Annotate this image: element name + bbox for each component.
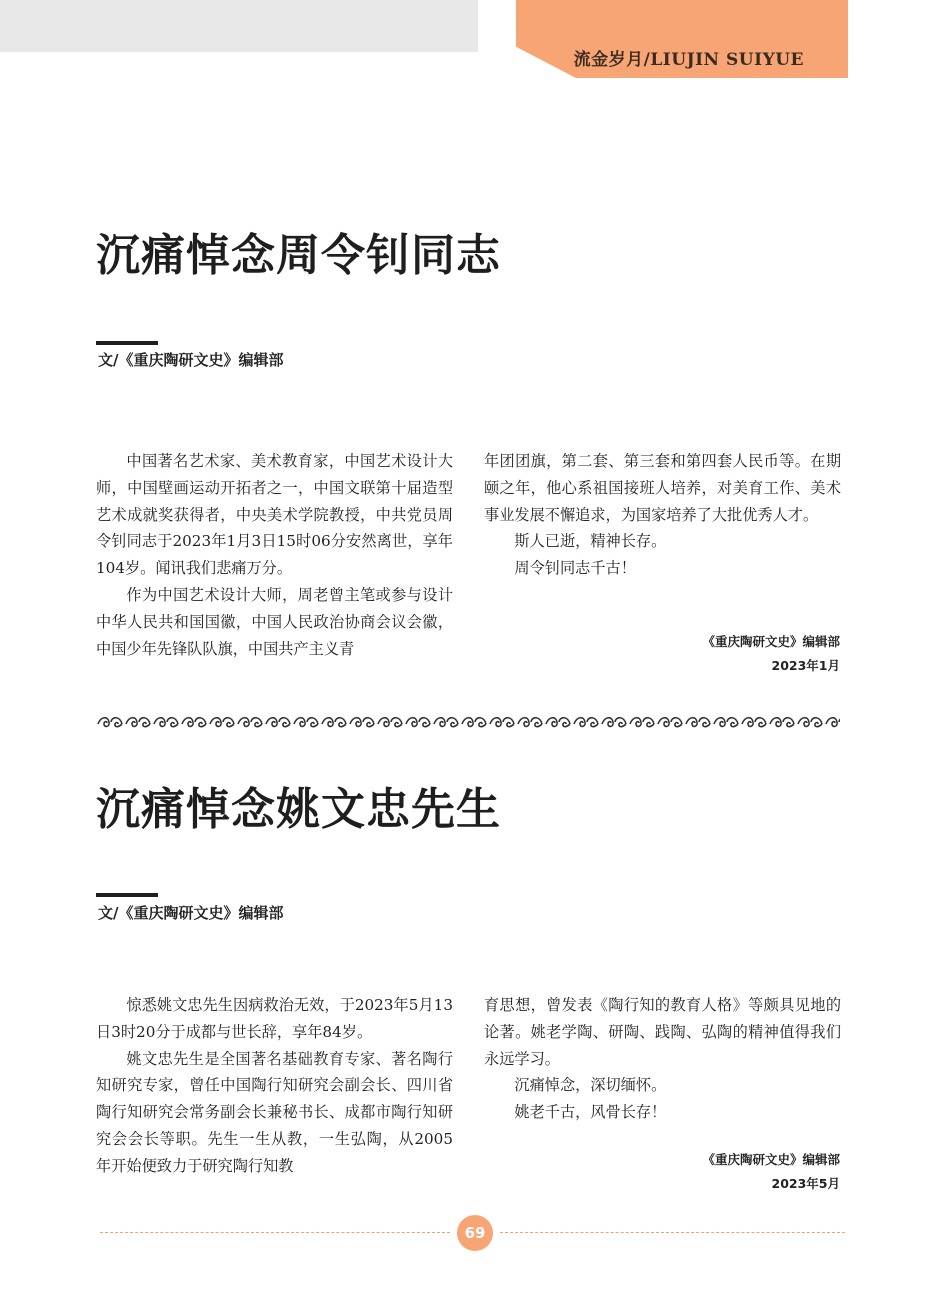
article2-signature-date: 2023年5月: [771, 1176, 840, 1191]
article1-signature-date: 2023年1月: [771, 658, 840, 673]
article2-signature: [702, 1148, 840, 1196]
article2-author: 文/《重庆陶研文史》编辑部: [98, 904, 284, 922]
article2-title: 沉痛悼念姚文忠先生: [96, 784, 501, 835]
article1-left-column: [96, 448, 453, 662]
article1-right-column: [484, 448, 841, 582]
article1-author: 文/《重庆陶研文史》编辑部: [98, 351, 284, 369]
article1-paragraph-2: 作为中国艺术设计大师，周老曾主笔或参与设计中华人民共和国国徽，中国人民政治协商会议会徽，中国少年先锋队队旗，中国共产主义青: [96, 585, 453, 658]
article1-paragraph-4: 周令钊同志千古！: [514, 559, 636, 578]
article1-paragraph-3: 斯人已逝，精神长存。: [514, 532, 667, 551]
header-gray-band: [0, 0, 478, 52]
article2-paragraph-2-continued: 育思想，曾发表《陶行知的教育人格》等颇具见地的论著。姚老学陶、研陶、践陶、弘陶的精神值得我们永远学习。: [484, 996, 841, 1068]
page-number-badge: 69: [457, 1215, 493, 1251]
article2-left-column: [96, 992, 453, 1180]
article2-paragraph-1: 惊悉姚文忠先生因病救治无效，于2023年5月13日3时20分于成都与世长辞，享年84岁。: [96, 996, 453, 1041]
article1-signature-org: 《重庆陶研文史》编辑部: [702, 634, 840, 649]
article1-paragraph-2-continued: 年团团旗，第二套、第三套和第四套人民币等。在期颐之年，他心系祖国接班人培养，对美育工作、美术事业发展不懈追求，为国家培养了大批优秀人才。: [484, 452, 841, 524]
section-label: 流金岁月/LIUJIN SUIYUE: [573, 50, 804, 70]
article1-paragraph-1: 中国著名艺术家、美术教育家，中国艺术设计大师，中国壁画运动开拓者之一，中国文联第十届造型艺术成就奖获得者，中央美术学院教授，中共党员周令钊同志于2023年1月3日15时06分安然离世，享年104岁。闻讯我们悲痛万分。: [96, 452, 453, 578]
article2-author-bar: [96, 893, 158, 897]
article2-signature-org: 《重庆陶研文史》编辑部: [702, 1152, 840, 1167]
ornamental-divider: [96, 712, 840, 732]
article2-paragraph-4: 姚老千古，风骨长存！: [514, 1103, 667, 1122]
footer-line-left: [100, 1232, 450, 1233]
article1-signature: [702, 630, 840, 678]
article1-author-bar: [96, 341, 158, 345]
article2-right-column: [484, 992, 841, 1126]
article2-paragraph-3: 沉痛悼念，深切缅怀。: [514, 1076, 667, 1095]
article1-title: 沉痛悼念周令钊同志: [96, 230, 501, 281]
article2-paragraph-2: 姚文忠先生是全国著名基础教育专家、著名陶行知研究专家，曾任中国陶行知研究会副会长、四川省陶行知研究会常务副会长兼秘书长、成都市陶行知研究会会长等职。先生一生从教，一生弘陶，从2005年开始便致力于研究陶行知教: [96, 1049, 453, 1175]
footer-line-right: [500, 1232, 845, 1233]
